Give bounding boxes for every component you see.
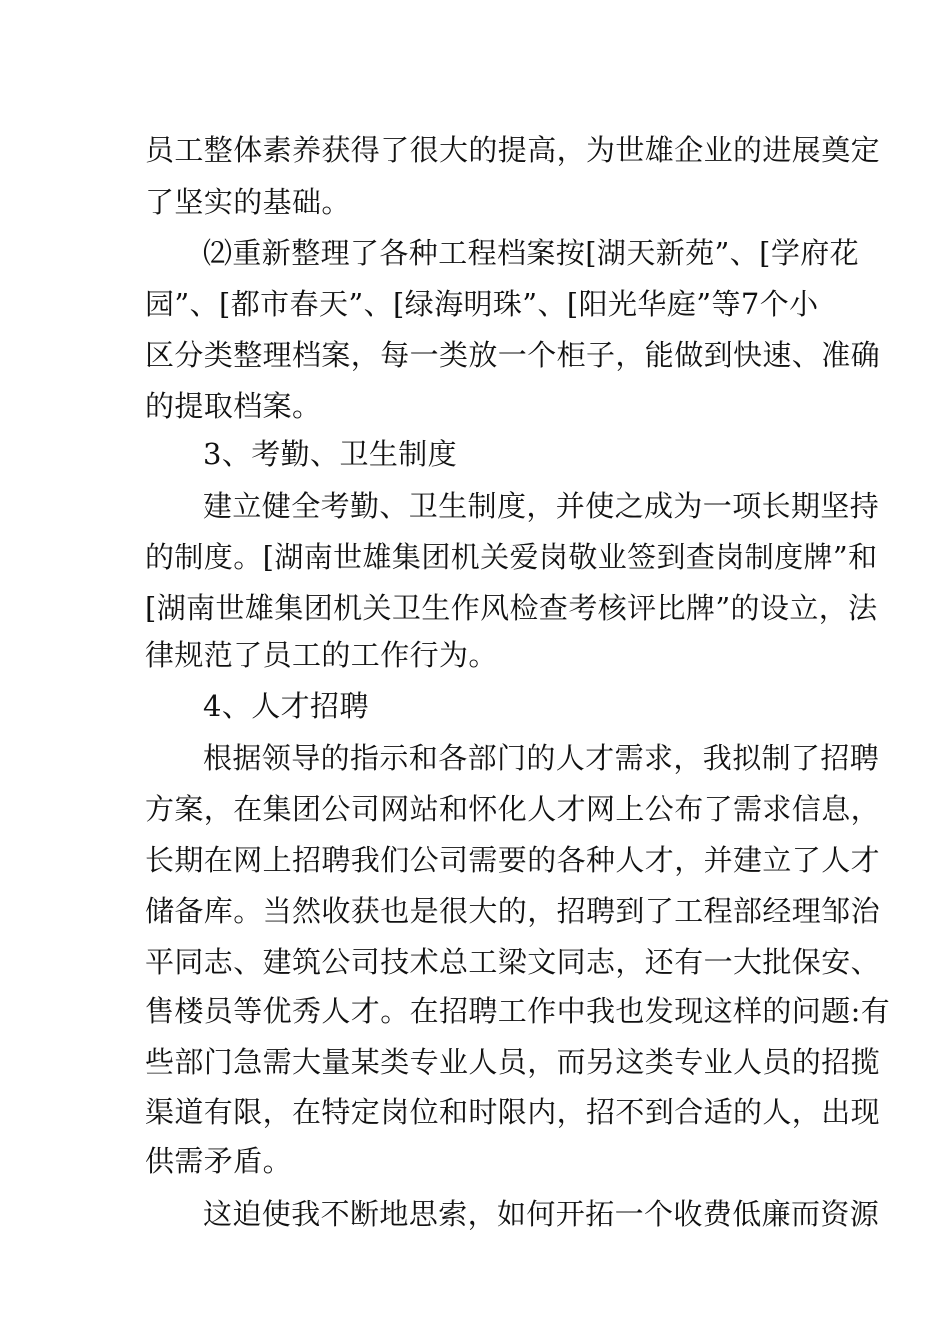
text-line: 方案，在集团公司网站和怀化人才网上公布了需求信息，	[145, 792, 881, 826]
text-line: 园”、[都市春天”、[绿海明珠”、[阳光华庭”等7个小	[145, 287, 819, 321]
text-line: 的提取档案。	[145, 389, 322, 423]
text-line: 平同志、建筑公司技术总工梁文同志，还有一大批保安、	[145, 945, 881, 979]
text-line: 些部门急需大量某类专业人员，而另这类专业人员的招揽	[145, 1045, 881, 1079]
text-line: 区分类整理档案，每一类放一个柜子，能做到快速、准确	[145, 338, 881, 372]
text-line: 员工整体素养获得了很大的提高，为世雄企业的进展奠定	[145, 133, 881, 167]
text-line: 了坚实的基础。	[145, 185, 351, 219]
text-line: ⑵重新整理了各种工程档案按[湖天新苑”、[学府花	[203, 236, 860, 270]
text-line: 售楼员等优秀人才。在招聘工作中我也发现这样的问题:有	[145, 994, 891, 1028]
section-heading: 3、考勤、卫生制度	[203, 437, 458, 471]
text-line: 律规范了员工的工作行为。	[145, 638, 498, 672]
text-line: [湖南世雄集团机关卫生作风检查考核评比牌”的设立，法	[145, 591, 878, 625]
text-line: 渠道有限，在特定岗位和时限内，招不到合适的人，出现	[145, 1095, 881, 1129]
text-line: 长期在网上招聘我们公司需要的各种人才，并建立了人才	[145, 843, 881, 877]
text-line: 储备库。当然收获也是很大的，招聘到了工程部经理邹治	[145, 894, 881, 928]
text-line: 供需矛盾。	[145, 1144, 293, 1178]
text-line: 这迫使我不断地思索，如何开拓一个收费低廉而资源	[203, 1197, 880, 1231]
text-line: 建立健全考勤、卫生制度，并使之成为一项长期坚持	[203, 489, 880, 523]
text-line: 的制度。[湖南世雄集团机关爱岗敬业签到查岗制度牌”和	[145, 540, 878, 574]
text-line: 根据领导的指示和各部门的人才需求，我拟制了招聘	[203, 741, 880, 775]
section-heading: 4、人才招聘	[203, 689, 369, 723]
